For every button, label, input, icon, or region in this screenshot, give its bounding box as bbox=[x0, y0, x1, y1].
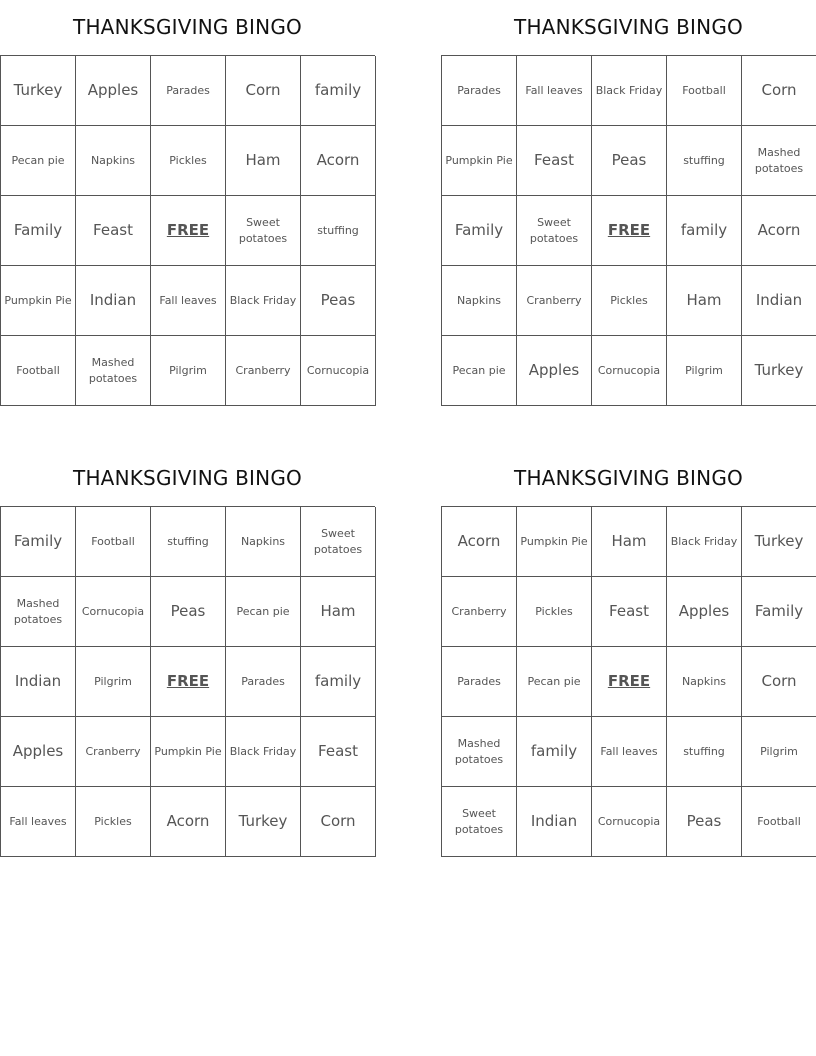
bingo-cell[interactable]: Feast bbox=[301, 717, 376, 787]
bingo-cell[interactable]: stuffing bbox=[151, 507, 226, 577]
bingo-cell[interactable]: Black Friday bbox=[667, 507, 742, 577]
bingo-cell[interactable]: Apples bbox=[517, 336, 592, 406]
bingo-grid bbox=[441, 506, 816, 857]
bingo-cell[interactable]: Acorn bbox=[742, 196, 816, 266]
bingo-grid bbox=[0, 506, 375, 857]
bingo-grid bbox=[441, 55, 816, 406]
bingo-cell[interactable]: Indian bbox=[76, 266, 151, 336]
bingo-cell[interactable]: Cranberry bbox=[226, 336, 301, 406]
bingo-cell[interactable]: Sweet potatoes bbox=[517, 196, 592, 266]
bingo-cell[interactable]: Pumpkin Pie bbox=[517, 507, 592, 577]
free-space-cell[interactable]: FREE bbox=[151, 647, 226, 717]
bingo-cell[interactable]: Pecan pie bbox=[1, 126, 76, 196]
free-space-cell[interactable]: FREE bbox=[592, 196, 667, 266]
bingo-cell[interactable]: Ham bbox=[301, 577, 376, 647]
bingo-cell[interactable]: Peas bbox=[592, 126, 667, 196]
bingo-cell[interactable]: Pecan pie bbox=[226, 577, 301, 647]
bingo-card-4 bbox=[441, 451, 816, 857]
bingo-cell[interactable]: Pickles bbox=[76, 787, 151, 857]
bingo-cell[interactable]: Turkey bbox=[742, 507, 816, 577]
bingo-cell[interactable]: Cranberry bbox=[442, 577, 517, 647]
bingo-cell[interactable]: Turkey bbox=[1, 56, 76, 126]
bingo-cell[interactable]: Parades bbox=[226, 647, 301, 717]
bingo-cell[interactable]: Cornucopia bbox=[301, 336, 376, 406]
bingo-cell[interactable]: Peas bbox=[151, 577, 226, 647]
bingo-cell[interactable]: Mashed potatoes bbox=[1, 577, 76, 647]
bingo-cell[interactable]: Napkins bbox=[76, 126, 151, 196]
card-title: THANKSGIVING BINGO bbox=[514, 466, 743, 490]
bingo-cell[interactable]: Corn bbox=[742, 56, 816, 126]
bingo-cell[interactable]: stuffing bbox=[301, 196, 376, 266]
bingo-cell[interactable]: Indian bbox=[1, 647, 76, 717]
bingo-cell[interactable]: Turkey bbox=[742, 336, 816, 406]
bingo-cell[interactable]: Ham bbox=[226, 126, 301, 196]
bingo-cell[interactable]: Napkins bbox=[442, 266, 517, 336]
bingo-cell[interactable]: Cranberry bbox=[76, 717, 151, 787]
bingo-cell[interactable]: Sweet potatoes bbox=[301, 507, 376, 577]
bingo-cell[interactable]: Pickles bbox=[517, 577, 592, 647]
bingo-cell[interactable]: stuffing bbox=[667, 126, 742, 196]
bingo-cell[interactable]: Apples bbox=[667, 577, 742, 647]
bingo-cell[interactable]: Pilgrim bbox=[76, 647, 151, 717]
bingo-cell[interactable]: Fall leaves bbox=[1, 787, 76, 857]
bingo-cell[interactable]: Football bbox=[1, 336, 76, 406]
bingo-cell[interactable]: Pickles bbox=[592, 266, 667, 336]
bingo-cell[interactable]: Cornucopia bbox=[592, 336, 667, 406]
bingo-cell[interactable]: Fall leaves bbox=[151, 266, 226, 336]
bingo-cell[interactable]: Mashed potatoes bbox=[442, 717, 517, 787]
bingo-cell[interactable]: Family bbox=[442, 196, 517, 266]
bingo-cell[interactable]: Mashed potatoes bbox=[76, 336, 151, 406]
bingo-cell[interactable]: family bbox=[667, 196, 742, 266]
bingo-cell[interactable]: family bbox=[301, 647, 376, 717]
bingo-cell[interactable]: Black Friday bbox=[226, 717, 301, 787]
bingo-cell[interactable]: Cornucopia bbox=[76, 577, 151, 647]
bingo-cell[interactable]: Sweet potatoes bbox=[442, 787, 517, 857]
bingo-cell[interactable]: Pumpkin Pie bbox=[442, 126, 517, 196]
bingo-cell[interactable]: Fall leaves bbox=[517, 56, 592, 126]
card-title: THANKSGIVING BINGO bbox=[514, 15, 743, 39]
bingo-cell[interactable]: Napkins bbox=[667, 647, 742, 717]
bingo-cell[interactable]: Mashed potatoes bbox=[742, 126, 816, 196]
bingo-cell[interactable]: Pumpkin Pie bbox=[1, 266, 76, 336]
bingo-cell[interactable]: Sweet potatoes bbox=[226, 196, 301, 266]
bingo-cell[interactable]: Cornucopia bbox=[592, 787, 667, 857]
bingo-cell[interactable]: Feast bbox=[592, 577, 667, 647]
bingo-cell[interactable]: Football bbox=[742, 787, 816, 857]
bingo-cell[interactable]: Indian bbox=[517, 787, 592, 857]
bingo-card-3 bbox=[0, 451, 375, 857]
bingo-cell[interactable]: family bbox=[517, 717, 592, 787]
bingo-cell[interactable]: Turkey bbox=[226, 787, 301, 857]
bingo-cell[interactable]: Corn bbox=[301, 787, 376, 857]
bingo-cell[interactable]: Black Friday bbox=[226, 266, 301, 336]
bingo-cell[interactable]: Pickles bbox=[151, 126, 226, 196]
bingo-cell[interactable]: Football bbox=[667, 56, 742, 126]
bingo-cell[interactable]: Pilgrim bbox=[151, 336, 226, 406]
bingo-cell[interactable]: Acorn bbox=[301, 126, 376, 196]
bingo-cell[interactable]: Pecan pie bbox=[517, 647, 592, 717]
bingo-card-2 bbox=[441, 0, 816, 406]
bingo-cell[interactable]: Ham bbox=[667, 266, 742, 336]
bingo-card-1 bbox=[0, 0, 375, 406]
bingo-cell[interactable]: Peas bbox=[301, 266, 376, 336]
bingo-cell[interactable]: Acorn bbox=[442, 507, 517, 577]
bingo-cell[interactable]: Fall leaves bbox=[592, 717, 667, 787]
bingo-cell[interactable]: Indian bbox=[742, 266, 816, 336]
bingo-cell[interactable]: Napkins bbox=[226, 507, 301, 577]
bingo-cell[interactable]: Pumpkin Pie bbox=[151, 717, 226, 787]
bingo-cell[interactable]: Black Friday bbox=[592, 56, 667, 126]
card-title: THANKSGIVING BINGO bbox=[73, 15, 302, 39]
bingo-cell[interactable]: Football bbox=[76, 507, 151, 577]
bingo-cell[interactable]: Pecan pie bbox=[442, 336, 517, 406]
bingo-grid bbox=[0, 55, 375, 406]
bingo-cell[interactable]: Family bbox=[1, 196, 76, 266]
bingo-cell[interactable]: stuffing bbox=[667, 717, 742, 787]
bingo-cell[interactable]: Parades bbox=[442, 56, 517, 126]
bingo-cell[interactable]: Peas bbox=[667, 787, 742, 857]
bingo-cell[interactable]: Family bbox=[1, 507, 76, 577]
bingo-cell[interactable]: Corn bbox=[226, 56, 301, 126]
bingo-cell[interactable]: Apples bbox=[1, 717, 76, 787]
free-space-cell[interactable]: FREE bbox=[151, 196, 226, 266]
bingo-cell[interactable]: Parades bbox=[151, 56, 226, 126]
free-space-cell[interactable]: FREE bbox=[592, 647, 667, 717]
bingo-cell[interactable]: Corn bbox=[742, 647, 816, 717]
bingo-cell[interactable]: Feast bbox=[76, 196, 151, 266]
bingo-cell[interactable]: Cranberry bbox=[517, 266, 592, 336]
bingo-cell[interactable]: Pilgrim bbox=[667, 336, 742, 406]
bingo-cell[interactable]: Feast bbox=[517, 126, 592, 196]
card-title: THANKSGIVING BINGO bbox=[73, 466, 302, 490]
bingo-cell[interactable]: Parades bbox=[442, 647, 517, 717]
bingo-cell[interactable]: Pilgrim bbox=[742, 717, 816, 787]
bingo-cell[interactable]: Acorn bbox=[151, 787, 226, 857]
bingo-cell[interactable]: Ham bbox=[592, 507, 667, 577]
bingo-cell[interactable]: family bbox=[301, 56, 376, 126]
bingo-cell[interactable]: Family bbox=[742, 577, 816, 647]
bingo-cell[interactable]: Apples bbox=[76, 56, 151, 126]
